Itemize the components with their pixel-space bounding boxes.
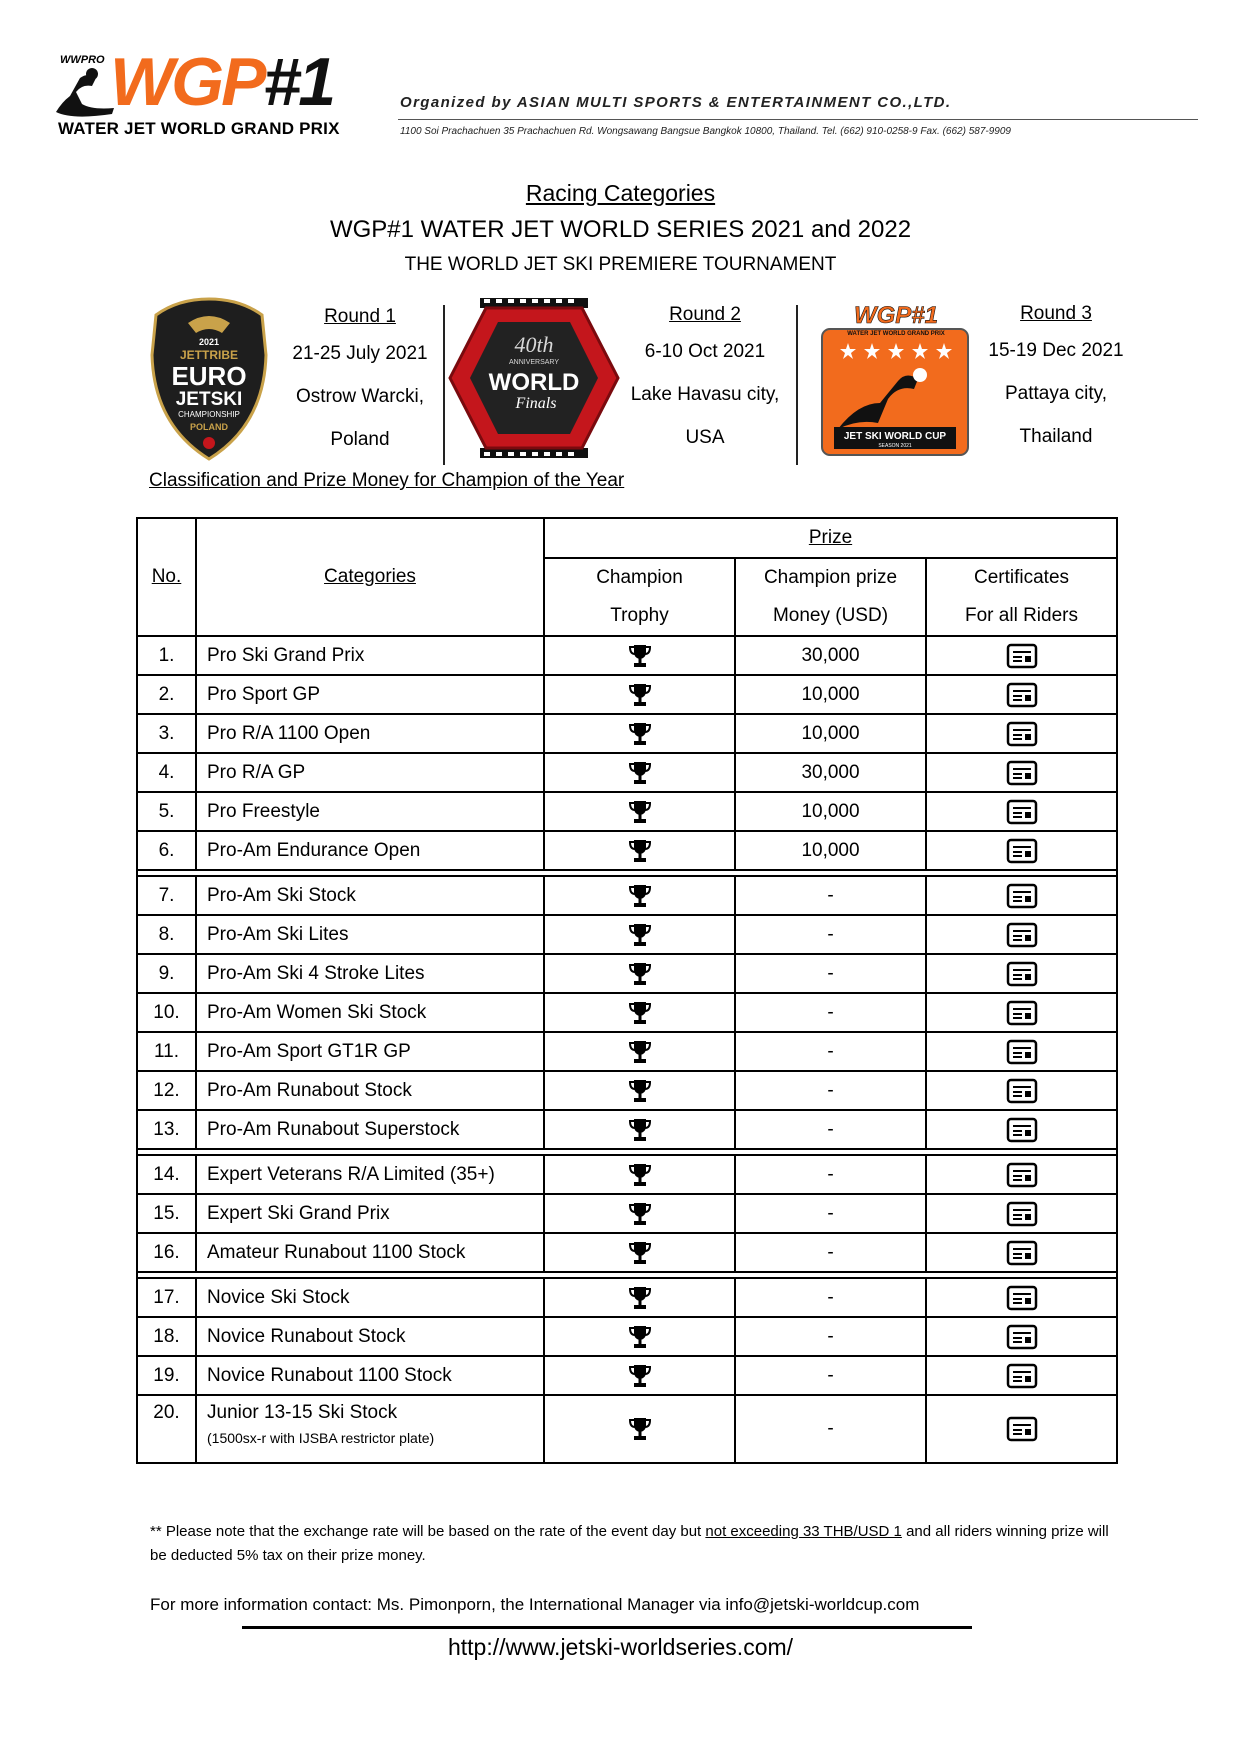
row-category-cell: [196, 636, 544, 675]
row-number: 18.: [137, 1317, 196, 1356]
row-category-cell: [196, 1032, 544, 1071]
round-2-title: Round 2: [669, 304, 741, 325]
table-row: [137, 792, 1117, 831]
trophy-icon: [629, 760, 651, 786]
row-trophy: [544, 915, 735, 954]
row-category: Pro Freestyle: [207, 800, 320, 822]
euro-badge-year: 2021: [198, 337, 220, 347]
organizer-text: Organized by ASIAN MULTI SPORTS & ENTERTAINMENT CO.,LTD.: [400, 94, 952, 111]
round-1-title: Round 1: [324, 306, 396, 327]
row-trophy: [544, 1356, 735, 1395]
trophy-icon: [629, 922, 651, 948]
row-number: 19.: [137, 1356, 196, 1395]
row-prize-money: -: [735, 1071, 926, 1110]
certificate-icon: [1006, 1363, 1038, 1389]
row-category-cell: [196, 915, 544, 954]
row-prize-money: 10,000: [735, 792, 926, 831]
round-3-title: Round 3: [1020, 303, 1092, 324]
round-1-info: [280, 306, 440, 473]
round-2-city: Lake Havasu city,: [630, 384, 780, 405]
trophy-icon: [629, 1416, 651, 1442]
trophy-icon: [629, 1363, 651, 1389]
wgp-badge-line2: WATER JET WORLD GRAND PRIX: [847, 331, 945, 337]
row-certificate: [926, 1356, 1117, 1395]
table-row: [137, 1032, 1117, 1071]
havasu-badge-line2: ANNIVERSARY: [508, 359, 560, 366]
round-2-country: USA: [685, 427, 725, 448]
wgp-logo: [52, 44, 382, 142]
table-row: [137, 1233, 1117, 1272]
row-prize-money: -: [735, 876, 926, 915]
row-prize-money: -: [735, 1233, 926, 1272]
certificate-icon: [1006, 922, 1038, 948]
round-1-date: 21-25 July 2021: [292, 343, 428, 364]
round-2-date: 6-10 Oct 2021: [644, 341, 766, 362]
row-number: 1.: [137, 636, 196, 675]
table-row: [137, 954, 1117, 993]
series-title: WGP#1 WATER JET WORLD SERIES 2021 and 2022: [329, 216, 912, 243]
row-certificate: [926, 1278, 1117, 1317]
trophy-icon: [629, 1162, 651, 1188]
certificate-icon: [1006, 1201, 1038, 1227]
certificate-icon: [1006, 799, 1038, 825]
header-prize: Prize: [544, 518, 1117, 558]
row-number: 7.: [137, 876, 196, 915]
trophy-icon: [629, 643, 651, 669]
row-certificate: [926, 915, 1117, 954]
row-category-cell: [196, 954, 544, 993]
row-category: Pro-Am Women Ski Stock: [207, 1001, 427, 1023]
certificate-icon: [1006, 838, 1038, 864]
round-1-country: Poland: [330, 429, 390, 450]
row-category-cell: [196, 792, 544, 831]
row-prize-money: 10,000: [735, 675, 926, 714]
classification-title: Classification and Prize Money for Champion of the Year: [149, 470, 625, 491]
jetski-world-cup-badge: [818, 299, 972, 464]
header-divider: [398, 119, 1198, 120]
header-money: Champion prize Money (USD): [735, 558, 926, 636]
trophy-icon: [629, 1285, 651, 1311]
row-certificate: [926, 753, 1117, 792]
row-number: 11.: [137, 1032, 196, 1071]
header-categories: Categories: [196, 518, 544, 636]
row-number: 13.: [137, 1110, 196, 1149]
row-category-cell: [196, 1071, 544, 1110]
row-number: 10.: [137, 993, 196, 1032]
row-category: Pro-Am Ski Stock: [207, 884, 356, 906]
table-row: [137, 831, 1117, 870]
certificate-icon: [1006, 1000, 1038, 1026]
row-trophy: [544, 1071, 735, 1110]
header-trophy: Champion Trophy: [544, 558, 735, 636]
row-certificate: [926, 993, 1117, 1032]
round-divider: [796, 305, 798, 465]
row-prize-money: -: [735, 1032, 926, 1071]
row-certificate: [926, 1317, 1117, 1356]
header-no: No.: [137, 518, 196, 636]
row-number: 14.: [137, 1155, 196, 1194]
trophy-icon: [629, 1078, 651, 1104]
row-category: Pro R/A GP: [207, 761, 306, 783]
contact-info: For more information contact: Ms. Pimonporn, the International Manager via info@jetski-worldcup.com: [150, 1595, 920, 1614]
world-finals-badge: [446, 296, 622, 465]
row-category: Pro Sport GP: [207, 683, 320, 705]
row-category-cell: [196, 993, 544, 1032]
row-category: Novice Runabout Stock: [207, 1325, 406, 1347]
row-prize-money: 10,000: [735, 714, 926, 753]
table-row: [137, 1110, 1117, 1149]
row-category-cell: [196, 675, 544, 714]
table-row: [137, 1194, 1117, 1233]
row-category: Amateur Runabout 1100 Stock: [207, 1241, 466, 1263]
table-row: [137, 915, 1117, 954]
row-category-cell: [196, 1278, 544, 1317]
row-category: Pro Ski Grand Prix: [207, 644, 365, 666]
row-trophy: [544, 1317, 735, 1356]
row-prize-money: -: [735, 1155, 926, 1194]
trophy-icon: [629, 721, 651, 747]
row-category-cell: [196, 1110, 544, 1149]
exchange-rate-note: ** Please note that the exchange rate will be based on the rate of the event day but not exceeding 33 THB/USD 1 and all riders winning prize will be deducted 5% tax on their prize money.: [150, 1523, 1109, 1564]
certificate-icon: [1006, 883, 1038, 909]
row-trophy: [544, 831, 735, 870]
row-category: Expert Veterans R/A Limited (35+): [207, 1163, 495, 1185]
racing-categories-title: Racing Categories: [525, 180, 716, 206]
row-certificate: [926, 954, 1117, 993]
tournament-title: THE WORLD JET SKI PREMIERE TOURNAMENT: [404, 254, 837, 275]
row-category: Expert Ski Grand Prix: [207, 1202, 390, 1224]
table-row: [137, 714, 1117, 753]
row-certificate: [926, 1233, 1117, 1272]
havasu-badge-line3: WORLD: [488, 369, 580, 396]
row-number: 12.: [137, 1071, 196, 1110]
trophy-icon: [629, 799, 651, 825]
round-3-city: Pattaya city,: [1004, 383, 1108, 404]
row-prize-money: 30,000: [735, 636, 926, 675]
row-certificate: [926, 1032, 1117, 1071]
row-number: 3.: [137, 714, 196, 753]
row-certificate: [926, 636, 1117, 675]
row-number: 20.: [137, 1395, 196, 1463]
row-category-cell: [196, 1395, 544, 1463]
row-trophy: [544, 1110, 735, 1149]
table-row: [137, 1155, 1117, 1194]
row-category-note: (1500sx-r with IJSBA restrictor plate): [207, 1430, 435, 1446]
row-category: Pro-Am Runabout Stock: [207, 1079, 412, 1101]
row-category: Pro-Am Endurance Open: [207, 839, 421, 861]
round-2-info: [620, 304, 790, 471]
wgp-badge-line3: JET SKI WORLD CUP: [843, 431, 947, 442]
row-trophy: [544, 714, 735, 753]
row-prize-money: 30,000: [735, 753, 926, 792]
row-number: 9.: [137, 954, 196, 993]
table-header-row: [137, 518, 1117, 558]
havasu-badge-line1: 40th: [514, 332, 554, 357]
table-row: [137, 1356, 1117, 1395]
row-certificate: [926, 876, 1117, 915]
header-certificates: Certificates For all Riders: [926, 558, 1117, 636]
table-row: [137, 993, 1117, 1032]
row-certificate: [926, 1194, 1117, 1233]
row-prize-money: -: [735, 1317, 926, 1356]
certificate-icon: [1006, 1324, 1038, 1350]
row-category-cell: [196, 753, 544, 792]
row-category-cell: [196, 1356, 544, 1395]
row-certificate: [926, 1071, 1117, 1110]
euro-jetski-badge: [148, 295, 270, 468]
row-trophy: [544, 1233, 735, 1272]
table-row: [137, 876, 1117, 915]
row-number: 17.: [137, 1278, 196, 1317]
round-3-country: Thailand: [1019, 426, 1093, 447]
row-category: Pro R/A 1100 Open: [207, 722, 371, 744]
row-prize-money: -: [735, 1395, 926, 1463]
wgp-badge-line4: SEASON 2021: [878, 443, 912, 449]
row-prize-money: -: [735, 954, 926, 993]
row-prize-money: -: [735, 915, 926, 954]
trophy-icon: [629, 1039, 651, 1065]
row-category: Novice Runabout 1100 Stock: [207, 1364, 452, 1386]
row-category-cell: [196, 1155, 544, 1194]
row-number: 16.: [137, 1233, 196, 1272]
table-row: [137, 1317, 1117, 1356]
round-1-city: Ostrow Warcki,: [295, 386, 425, 407]
round-divider: [443, 305, 445, 465]
row-number: 6.: [137, 831, 196, 870]
row-certificate: [926, 792, 1117, 831]
row-category-cell: [196, 876, 544, 915]
certificate-icon: [1006, 1162, 1038, 1188]
logo-small-text: WWPRO: [60, 54, 105, 66]
trophy-icon: [629, 1240, 651, 1266]
row-prize-money: -: [735, 993, 926, 1032]
trophy-icon: [629, 961, 651, 987]
certificate-icon: [1006, 1285, 1038, 1311]
round-3-date: 15-19 Dec 2021: [988, 340, 1124, 361]
row-trophy: [544, 1155, 735, 1194]
row-certificate: [926, 714, 1117, 753]
row-trophy: [544, 1032, 735, 1071]
row-trophy: [544, 1278, 735, 1317]
row-trophy: [544, 792, 735, 831]
row-number: 5.: [137, 792, 196, 831]
euro-badge-line4: CHAMPIONSHIP: [178, 410, 240, 419]
euro-badge-line2: EURO: [171, 361, 247, 391]
trophy-icon: [629, 1324, 651, 1350]
row-category: Pro-Am Ski Lites: [207, 923, 349, 945]
table-row: [137, 675, 1117, 714]
row-category-cell: [196, 714, 544, 753]
row-prize-money: -: [735, 1194, 926, 1233]
certificate-icon: [1006, 1039, 1038, 1065]
certificate-icon: [1006, 643, 1038, 669]
row-certificate: [926, 831, 1117, 870]
logo-tagline: WATER JET WORLD GRAND PRIX: [58, 119, 340, 138]
row-trophy: [544, 993, 735, 1032]
table-row: [137, 636, 1117, 675]
row-trophy: [544, 753, 735, 792]
row-category: Novice Ski Stock: [207, 1286, 350, 1308]
certificate-icon: [1006, 1240, 1038, 1266]
round-3-info: [976, 303, 1136, 470]
certificate-icon: [1006, 760, 1038, 786]
row-certificate: [926, 675, 1117, 714]
certificate-icon: [1006, 961, 1038, 987]
row-category-cell: [196, 1317, 544, 1356]
row-trophy: [544, 1395, 735, 1463]
trophy-icon: [629, 1201, 651, 1227]
row-certificate: [926, 1110, 1117, 1149]
row-certificate: [926, 1395, 1117, 1463]
row-prize-money: -: [735, 1110, 926, 1149]
row-trophy: [544, 636, 735, 675]
row-prize-money: -: [735, 1278, 926, 1317]
row-number: 8.: [137, 915, 196, 954]
row-category-cell: [196, 831, 544, 870]
row-category-cell: [196, 1194, 544, 1233]
trophy-icon: [629, 1000, 651, 1026]
wgp-badge-line1: WGP#1: [853, 302, 939, 329]
table-row: [137, 753, 1117, 792]
row-prize-money: 10,000: [735, 831, 926, 870]
row-number: 15.: [137, 1194, 196, 1233]
row-trophy: [544, 1194, 735, 1233]
row-number: 2.: [137, 675, 196, 714]
row-trophy: [544, 954, 735, 993]
havasu-badge-line4: Finals: [515, 395, 557, 412]
row-prize-money: -: [735, 1356, 926, 1395]
row-category: Junior 13-15 Ski Stock: [207, 1402, 398, 1423]
table-row: [137, 1278, 1117, 1317]
row-trophy: [544, 675, 735, 714]
row-certificate: [926, 1155, 1117, 1194]
row-category: Pro-Am Runabout Superstock: [207, 1118, 460, 1140]
euro-badge-line1: JETTRIBE: [179, 348, 239, 362]
logo-main-text: WGP#1: [110, 44, 334, 120]
row-trophy: [544, 876, 735, 915]
organizer-address: 1100 Soi Prachachuen 35 Prachachuen Rd. Wongsawang Bangsue Bangkok 10800, Thailand. Tel. (662) 910-0258-9 Fax. (662) 587-9909: [400, 126, 1011, 137]
row-number: 4.: [137, 753, 196, 792]
row-category: Pro-Am Sport GT1R GP: [207, 1040, 411, 1062]
row-category-cell: [196, 1233, 544, 1272]
prize-table: [136, 517, 1118, 1464]
certificate-icon: [1006, 1117, 1038, 1143]
trophy-icon: [629, 1117, 651, 1143]
trophy-icon: [629, 838, 651, 864]
website-url[interactable]: http://www.jetski-worldseries.com/: [447, 1634, 794, 1660]
certificate-icon: [1006, 1416, 1038, 1442]
row-category: Pro-Am Ski 4 Stroke Lites: [207, 962, 425, 984]
certificate-icon: [1006, 1078, 1038, 1104]
table-row: [137, 1071, 1117, 1110]
trophy-icon: [629, 682, 651, 708]
euro-badge-line3: JETSKI: [175, 389, 243, 410]
certificate-icon: [1006, 682, 1038, 708]
trophy-icon: [629, 883, 651, 909]
euro-badge-line5: POLAND: [190, 422, 228, 432]
footer-divider: [242, 1626, 972, 1629]
certificate-icon: [1006, 721, 1038, 747]
table-row: [137, 1395, 1117, 1463]
